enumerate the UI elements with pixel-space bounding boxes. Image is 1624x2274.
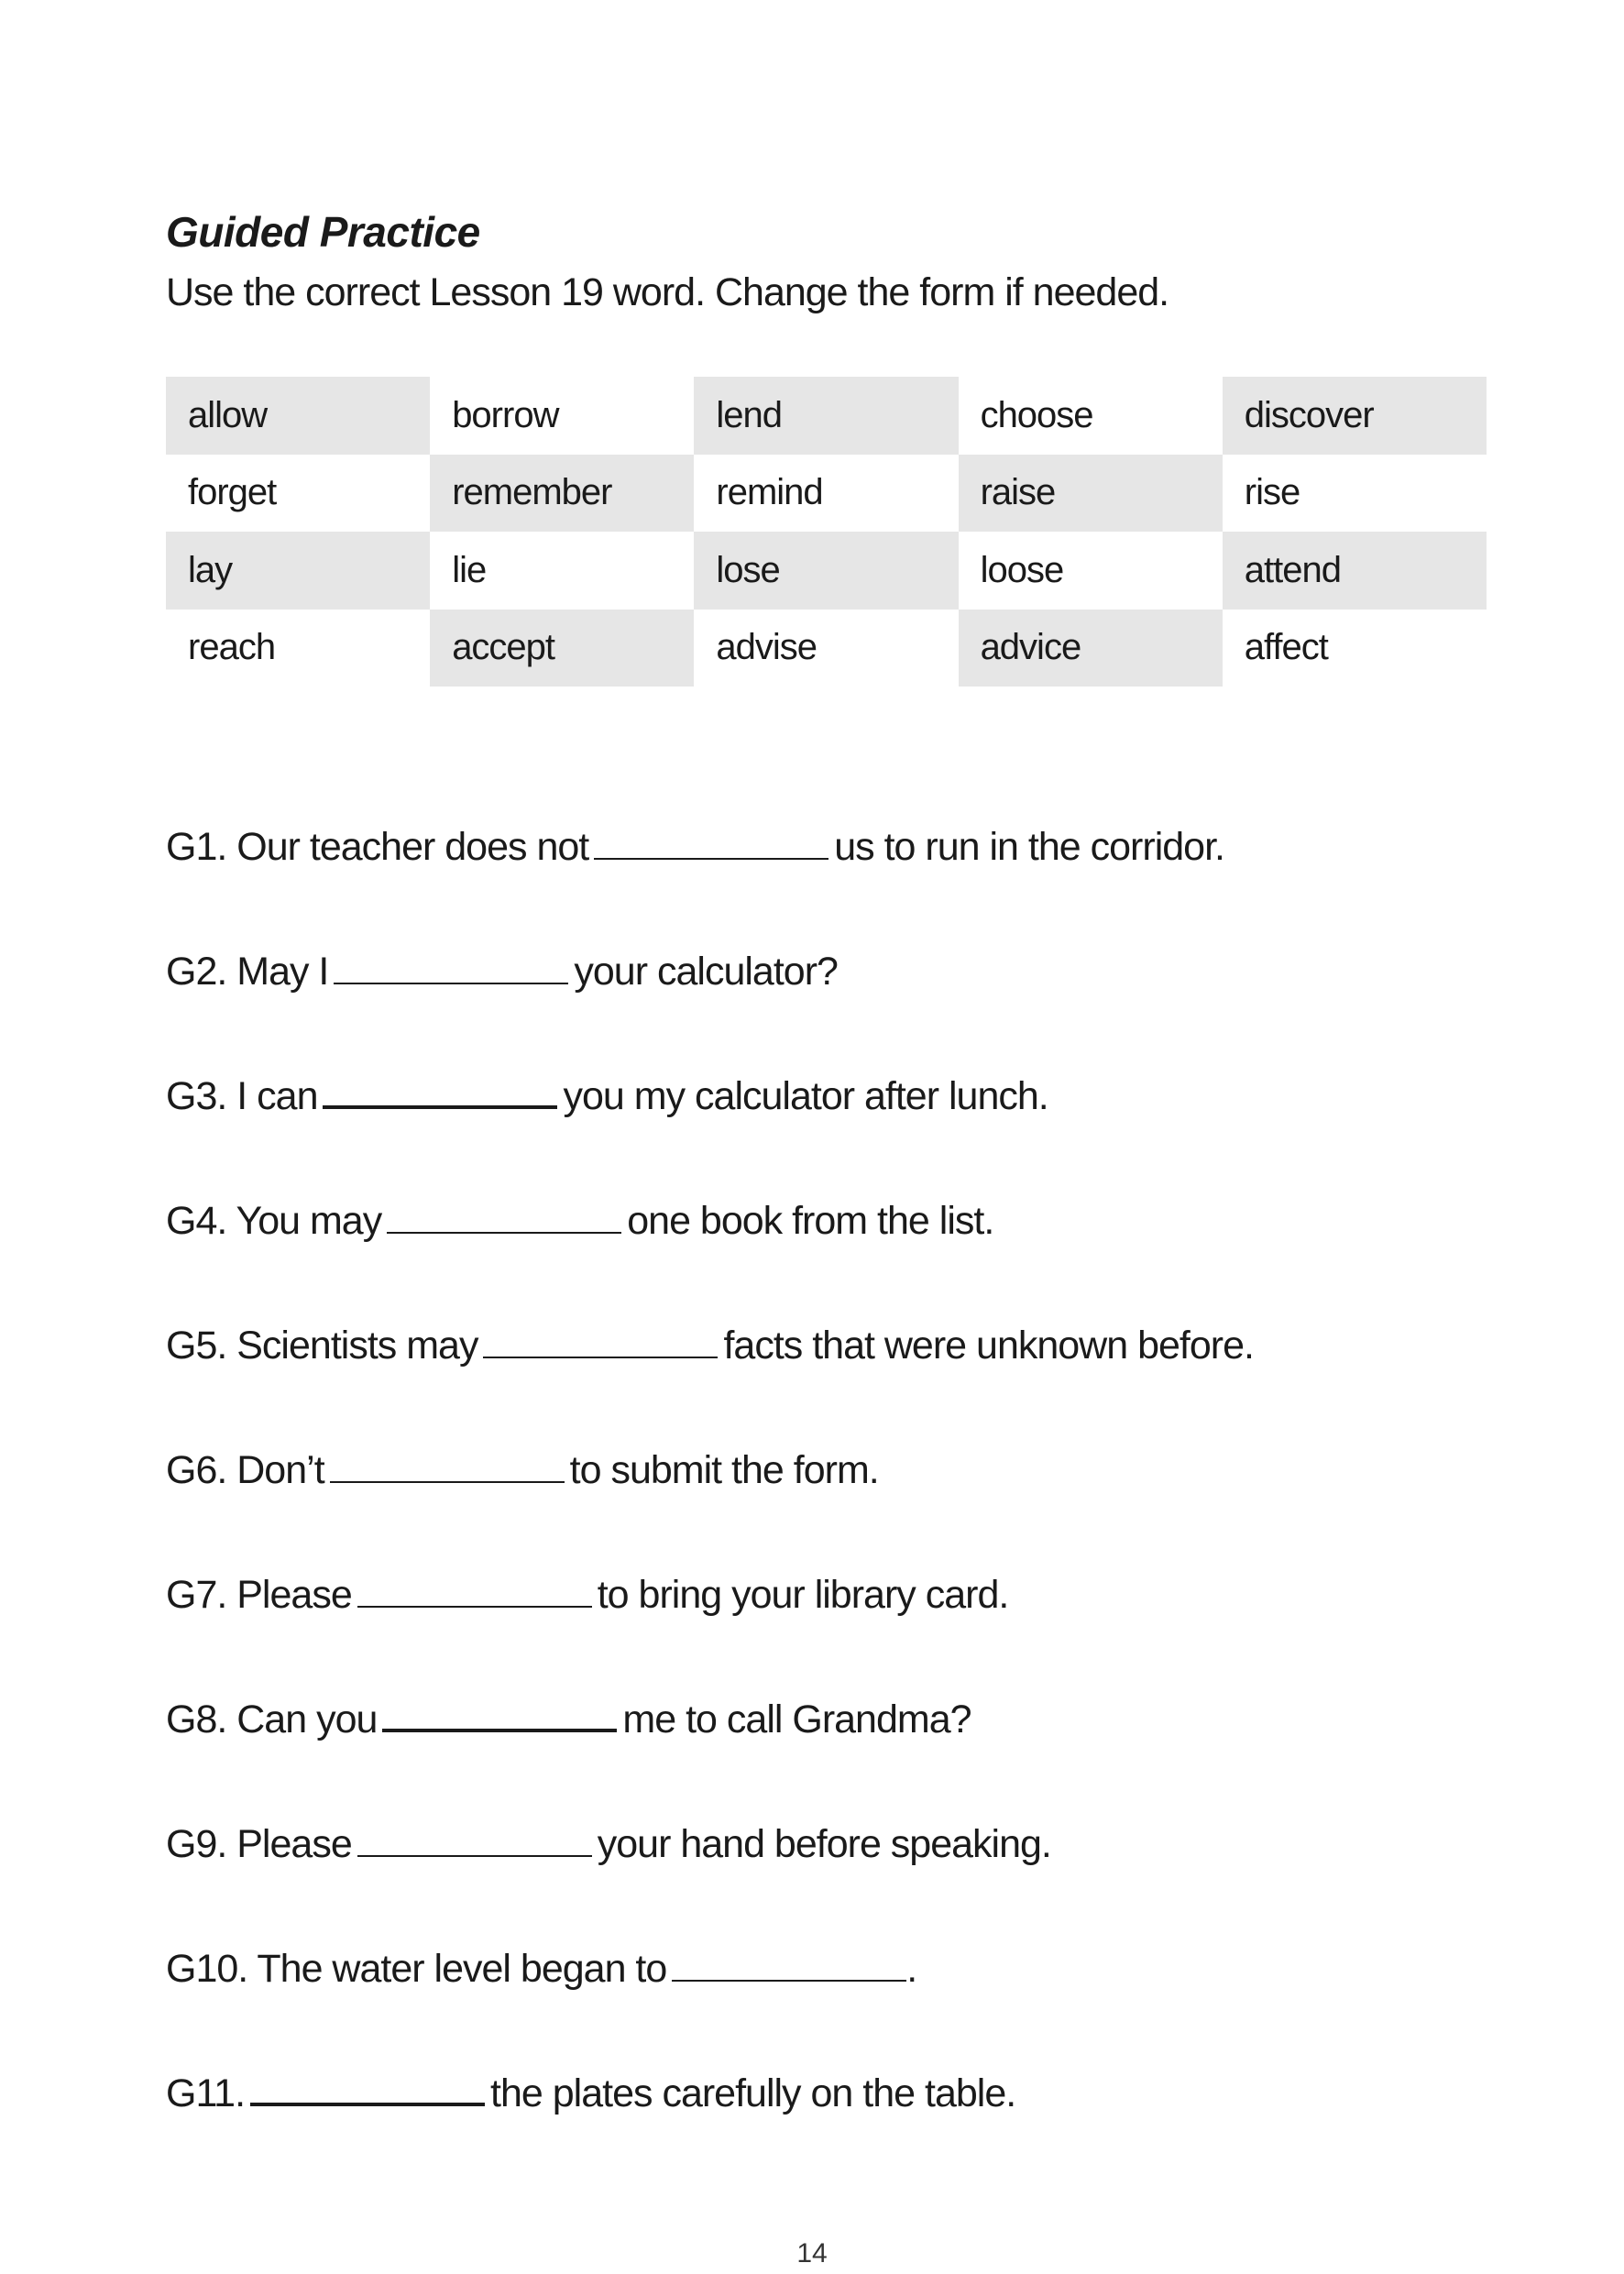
practice-item (166, 1947, 1495, 2071)
practice-item (166, 1822, 1495, 1947)
word-bank-table (166, 377, 1487, 687)
answer-blank[interactable] (250, 2071, 485, 2106)
word-bank-cell: accept (430, 610, 694, 687)
item-continuation: me to call Grandma? (622, 1697, 971, 1741)
section-heading: Guided Practice (166, 208, 480, 256)
word-bank-cell: attend (1223, 532, 1487, 610)
item-prompt: G5. Scientists may (166, 1324, 478, 1368)
answer-blank[interactable] (387, 1201, 621, 1234)
word-bank-cell: allow (166, 377, 430, 455)
answer-blank[interactable] (323, 1074, 557, 1109)
item-continuation: to submit the form. (569, 1448, 879, 1492)
word-bank-cell: forget (166, 455, 430, 533)
word-bank-cell: discover (1223, 377, 1487, 455)
item-continuation: to bring your library card. (597, 1573, 1009, 1617)
word-bank-cell: rise (1223, 455, 1487, 533)
practice-item (166, 1697, 1495, 1822)
item-prompt: G1. Our teacher does not (166, 825, 589, 869)
word-bank-cell: remind (694, 455, 958, 533)
word-bank-cell: lend (694, 377, 958, 455)
word-bank-cell: borrow (430, 377, 694, 455)
answer-blank[interactable] (357, 1824, 592, 1857)
practice-item (166, 1199, 1495, 1324)
word-bank-cell: raise (959, 455, 1223, 533)
instruction-text: Use the correct Lesson 19 word. Change the form if needed. (166, 270, 1169, 314)
item-prompt: G8. Can you (166, 1697, 378, 1741)
item-prompt: G11. (166, 2071, 246, 2115)
item-prompt: G3. I can (166, 1074, 318, 1118)
practice-item (166, 1324, 1495, 1448)
word-bank-row (166, 532, 1487, 610)
practice-items (166, 825, 1495, 2196)
item-continuation: you my calculator after lunch. (563, 1074, 1048, 1118)
item-prompt: G7. Please (166, 1573, 352, 1617)
item-prompt: G2. May I (166, 950, 329, 994)
answer-blank[interactable] (330, 1450, 565, 1483)
answer-blank[interactable] (382, 1697, 617, 1732)
practice-item (166, 825, 1495, 950)
item-prompt: G10. The water level began to (166, 1947, 667, 1991)
item-continuation: . (906, 1947, 917, 1991)
practice-item (166, 2071, 1495, 2196)
word-bank-cell: loose (959, 532, 1223, 610)
practice-item (166, 950, 1495, 1074)
item-continuation: your hand before speaking. (597, 1822, 1051, 1866)
word-bank-cell: affect (1223, 610, 1487, 687)
word-bank-cell: remember (430, 455, 694, 533)
word-bank-row (166, 610, 1487, 687)
item-continuation: facts that were unknown before. (723, 1324, 1254, 1368)
word-bank-row (166, 455, 1487, 533)
practice-item (166, 1573, 1495, 1697)
page-number: 14 (796, 2238, 828, 2269)
item-prompt: G4. You may (166, 1199, 382, 1243)
item-continuation: the plates carefully on the table. (490, 2071, 1016, 2115)
item-prompt: G6. Don’t (166, 1448, 324, 1492)
answer-blank[interactable] (357, 1575, 592, 1608)
item-continuation: us to run in the corridor. (834, 825, 1224, 869)
practice-item (166, 1448, 1495, 1573)
answer-blank[interactable] (483, 1325, 718, 1358)
word-bank-cell: advise (694, 610, 958, 687)
item-prompt: G9. Please (166, 1822, 352, 1866)
word-bank-cell: advice (959, 610, 1223, 687)
word-bank-cell: reach (166, 610, 430, 687)
word-bank-cell: lay (166, 532, 430, 610)
word-bank-row (166, 377, 1487, 455)
word-bank-cell: lose (694, 532, 958, 610)
item-continuation: one book from the list. (627, 1199, 994, 1243)
answer-blank[interactable] (672, 1949, 906, 1982)
word-bank-cell: lie (430, 532, 694, 610)
item-continuation: your calculator? (574, 950, 838, 994)
practice-item (166, 1074, 1495, 1199)
word-bank-cell: choose (959, 377, 1223, 455)
answer-blank[interactable] (334, 951, 568, 984)
answer-blank[interactable] (594, 827, 828, 860)
